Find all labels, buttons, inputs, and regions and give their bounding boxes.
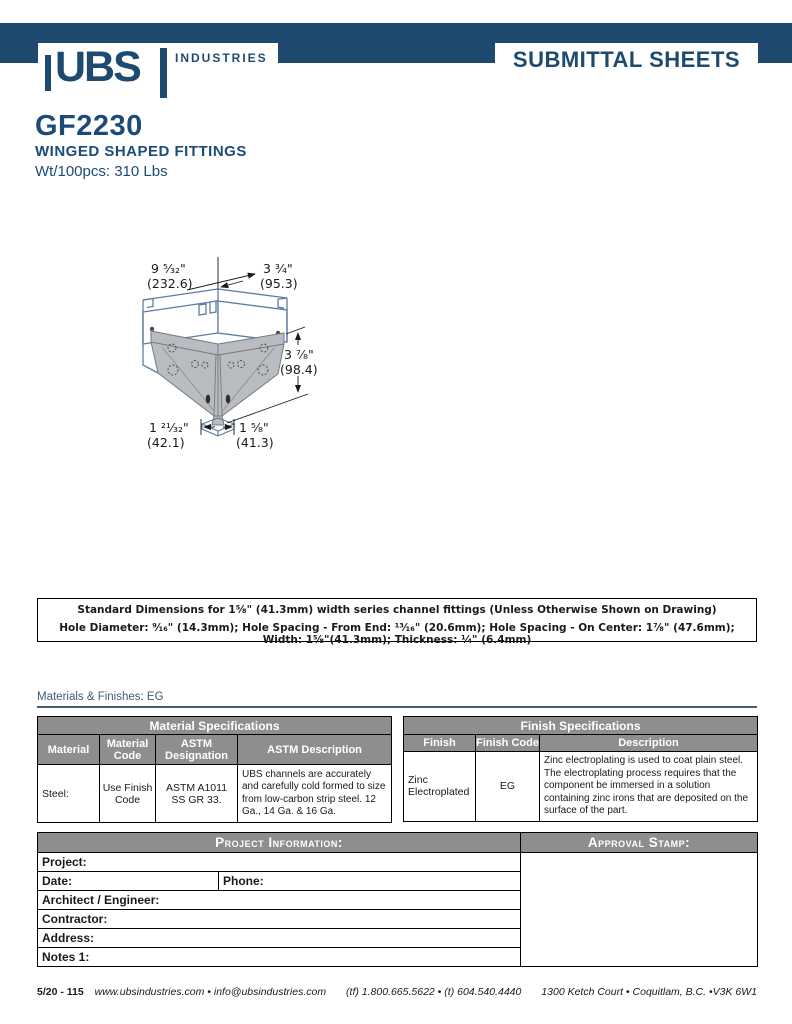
finish-col-header: Finish — [404, 735, 476, 752]
product-subtitle: WINGED SHAPED FITTINGS — [35, 143, 247, 160]
logo-subtext: INDUSTRIES — [175, 51, 268, 65]
finish-cell: Zinc Electroplated — [404, 752, 476, 822]
ubs-logo — [38, 43, 278, 103]
approval-stamp-area — [521, 853, 758, 967]
winged-fitting-body — [151, 331, 284, 425]
dim-base-left-mm: (42.1) — [147, 435, 185, 450]
astm-designation-col-header: ASTM Designation — [156, 735, 238, 765]
page-title: GF2230 — [35, 110, 143, 142]
project-information-table — [37, 832, 758, 967]
material-cell: Steel: — [38, 765, 100, 823]
dim-arm-mm: (95.3) — [260, 276, 298, 291]
materials-finishes-divider — [37, 706, 757, 708]
logo-bar-icon — [160, 48, 167, 98]
material-specifications-table — [37, 716, 392, 823]
finish-code-cell: EG — [476, 752, 540, 822]
website-email-link[interactable]: www.ubsindustries.com • info@ubsindustries.com — [94, 986, 327, 998]
dim-base-right-inches: 1 ⁵⁄₈" — [239, 420, 269, 435]
materials-finishes-label: Materials & Finishes: EG — [37, 691, 164, 703]
notes-field: Notes 1: — [38, 948, 521, 967]
date-field: Date: — [38, 872, 219, 891]
address-field: Address: — [38, 929, 521, 948]
banner-title: SUBMITTAL SHEETS — [512, 47, 741, 72]
dim-width-mm: (232.6) — [147, 276, 193, 291]
contractor-field: Contractor: — [38, 910, 521, 929]
material-col-header: Material — [38, 735, 100, 765]
material-code-col-header: Material Code — [100, 735, 156, 765]
project-field: Project: — [38, 853, 521, 872]
architect-engineer-field: Architect / Engineer: — [38, 891, 521, 910]
page-footer — [37, 986, 757, 998]
project-information-header: Project Information: — [38, 833, 521, 853]
finish-table-title: Finish Specifications — [404, 717, 758, 735]
endcap-hole-icon — [150, 327, 154, 331]
dim-arm-inches: 3 ³⁄₄" — [263, 261, 293, 276]
footer-phones: (tf) 1.800.665.5622 • (t) 604.540.4440 — [346, 986, 522, 998]
logo-text: UBS — [55, 43, 140, 91]
dim-height-mm: (98.4) — [280, 362, 318, 377]
dim-base-left-inches: 1 ²¹⁄₃₂" — [149, 420, 189, 435]
dim-base-right-mm: (41.3) — [236, 435, 274, 450]
finish-specifications-table — [403, 716, 758, 822]
approval-stamp-header: Approval Stamp: — [521, 833, 758, 853]
footer-left — [37, 986, 326, 998]
standard-dims-line2: Hole Diameter: ⁹⁄₁₆" (14.3mm); Hole Spacing - From End: ¹³⁄₁₆" (20.6mm); Hole Spacing - On Center: 1⁷⁄₈" (47.6mm); Width: 1⁵⁄₈"(41.3mm); Thickness: ¹⁄₄" (6.4mm) — [59, 622, 735, 646]
logo-bar-icon — [45, 55, 51, 91]
astm-description-cell: UBS channels are accurately and carefully cold formed to size from low-carbon strip steel. 12 Ga., 14 Ga. & 16 Ga. — [238, 765, 392, 823]
weight-label: Wt/100pcs: 310 Lbs — [35, 163, 168, 180]
phone-field: Phone: — [219, 872, 521, 891]
description-col-header: Description — [540, 735, 758, 752]
document-code: 5/20 - 115 — [37, 986, 84, 998]
fitting-isometric-drawing — [105, 243, 455, 463]
dim-width-inches: 9 ⁵⁄₃₂" — [151, 261, 186, 276]
standard-dimensions-box — [37, 598, 757, 646]
astm-description-col-header: ASTM Description — [238, 735, 392, 765]
footer-address: 1300 Ketch Court • Coquitlam, B.C. •V3K 6W1 — [541, 986, 757, 998]
dim-height-inches: 3 ⁷⁄₈" — [284, 347, 314, 362]
material-code-cell: Use Finish Code — [100, 765, 156, 823]
submittal-sheets-banner — [495, 43, 758, 77]
finish-code-col-header: Finish Code — [476, 735, 540, 752]
material-table-title: Material Specifications — [38, 717, 392, 735]
standard-dims-line1: Standard Dimensions for 1⁵⁄₈" (41.3mm) width series channel fittings (Unless Otherwise Shown on Drawing) — [77, 604, 717, 616]
finish-description-cell: Zinc electroplating is used to coat plain steel. The electroplating process requires that the component be immersed in a solution containing zinc irons that are deposited on the surface of the part. — [540, 752, 758, 822]
astm-designation-cell: ASTM A1011 SS GR 33. — [156, 765, 238, 823]
